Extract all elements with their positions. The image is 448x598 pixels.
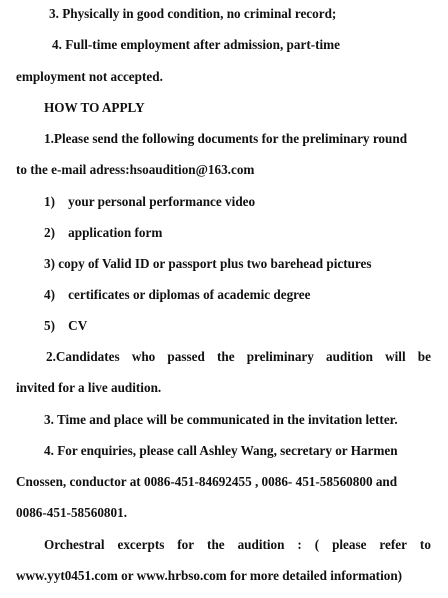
requirement-4-continued: employment not accepted. bbox=[16, 69, 163, 84]
word: : bbox=[297, 537, 302, 552]
document-item-3: 3) copy of Valid ID or passport plus two barehead pictures bbox=[44, 256, 372, 271]
document-item-1: 1) your personal performance video bbox=[44, 194, 256, 209]
word: passed bbox=[167, 349, 205, 364]
requirement-4: 4. Full-time employment after admission, part-time bbox=[52, 37, 340, 52]
word: the bbox=[207, 537, 225, 552]
word: ( bbox=[314, 537, 320, 552]
document-item-5: 5) CV bbox=[44, 318, 88, 333]
word: be bbox=[417, 349, 431, 364]
word: excerpts bbox=[117, 537, 165, 552]
orchestral-excerpts-note bbox=[44, 537, 431, 553]
word: who bbox=[131, 349, 156, 364]
word: Orchestral bbox=[44, 537, 105, 552]
step-2-continued: invited for a live audition. bbox=[16, 380, 162, 395]
section-heading-how-to-apply: HOW TO APPLY bbox=[44, 100, 145, 115]
word: for bbox=[177, 537, 195, 552]
word: preliminary bbox=[246, 349, 314, 364]
step-4-phone-last: 0086-451-58560801. bbox=[16, 505, 127, 520]
orchestral-excerpts-links: www.yyt0451.com or www.hrbso.com for more detailed information) bbox=[16, 568, 403, 583]
word: please bbox=[332, 537, 367, 552]
word: the bbox=[216, 349, 235, 364]
word: 2.Candidates bbox=[46, 349, 120, 364]
step-4-phone-numbers: Cnossen, conductor at 0086-451-84692455 , 0086- 451-58560800 and bbox=[16, 474, 398, 489]
word: refer bbox=[379, 537, 407, 552]
requirement-3: 3. Physically in good condition, no criminal record; bbox=[49, 6, 337, 21]
document-item-4: 4) certificates or diplomas of academic degree bbox=[44, 287, 311, 302]
step-3: 3. Time and place will be communicated in the invitation letter. bbox=[44, 412, 398, 427]
step-4: 4. For enquiries, please call Ashley Wang, secretary or Harmen bbox=[44, 443, 398, 458]
document-item-2: 2) application form bbox=[44, 225, 163, 240]
word: audition bbox=[326, 349, 373, 364]
word: will bbox=[385, 349, 406, 364]
step-1: 1.Please send the following documents for the preliminary round bbox=[44, 131, 408, 146]
word: audition bbox=[237, 537, 285, 552]
word: to bbox=[419, 537, 431, 552]
step-2 bbox=[46, 349, 431, 365]
step-1-email: to the e-mail adress:hsoaudition@163.com bbox=[16, 162, 255, 177]
